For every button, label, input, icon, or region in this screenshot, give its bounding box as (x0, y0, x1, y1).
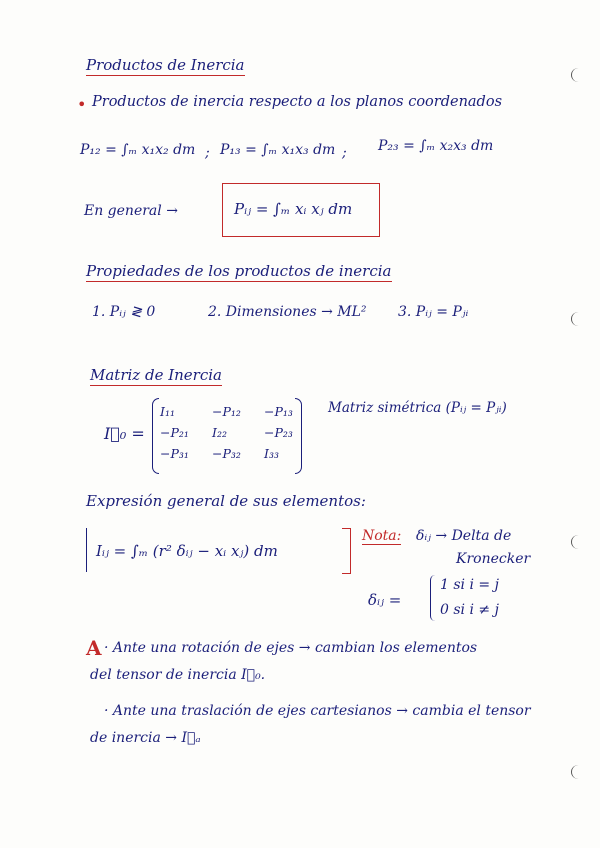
binder-ring (571, 765, 586, 779)
matrix-right-bracket (295, 398, 302, 474)
property-1: 1. Pᵢⱼ ≷ 0 (92, 304, 156, 320)
matrix-cell: −P₁₃ (264, 404, 293, 419)
matrix-title: Matriz de Inercia (90, 366, 222, 384)
warning-icon: A (86, 636, 102, 660)
expression-left-bar (86, 528, 87, 572)
separator: ; (205, 145, 210, 161)
delta-case-1: 1 si i = j (440, 577, 499, 593)
matrix-cell: I₁₁ (160, 404, 175, 419)
products-title: Productos de Inercia (86, 56, 245, 74)
matrix-cell: I₃₃ (264, 446, 279, 461)
delta-case-2: 0 si i ≠ j (440, 602, 499, 618)
delta-brace (430, 575, 435, 621)
binder-ring (571, 535, 586, 549)
inertia-matrix (160, 404, 316, 461)
matrix-cell: −P₂₁ (160, 425, 189, 440)
expression-equation: Iᵢⱼ = ∫ₘ (r² δᵢⱼ − xᵢ xⱼ) dm (96, 542, 278, 560)
nota-text-kronecker: Kronecker (456, 551, 531, 567)
nota-label: Nota: (362, 528, 402, 544)
expression-title: Expresión general de sus elementos: (86, 492, 366, 510)
matrix-cell: −P₃₂ (212, 446, 241, 461)
inertia-tensor-symbol: I⃖₀ = (104, 424, 145, 443)
warning-1-line-2: del tensor de inercia I⃖₀. (90, 667, 266, 683)
matrix-cell: −P₁₂ (212, 404, 241, 419)
equation-p23: P₂₃ = ∫ₘ x₂x₃ dm (378, 138, 494, 154)
expression-right-bracket (342, 528, 351, 574)
delta-lhs: δᵢⱼ = (368, 591, 402, 609)
binder-ring (571, 68, 586, 82)
warning-2-line-2: de inercia → I⃖ₐ (90, 730, 201, 746)
binder-ring (571, 312, 586, 326)
separator: ; (342, 145, 347, 161)
property-2: 2. Dimensiones → ML² (208, 304, 367, 320)
matrix-cell: I₂₂ (212, 425, 227, 440)
equation-p12: P₁₂ = ∫ₘ x₁x₂ dm (80, 142, 196, 158)
bullet-line: Productos de inercia respecto a los planos coordenados (92, 94, 503, 110)
general-label: En general → (84, 203, 178, 219)
matrix-cell: −P₂₃ (264, 425, 293, 440)
nota-text: δᵢⱼ → Delta de (416, 528, 512, 544)
bullet-dot: • (77, 95, 87, 114)
properties-title: Propiedades de los productos de inercia (86, 262, 392, 280)
property-3: 3. Pᵢⱼ = Pⱼᵢ (398, 304, 469, 320)
warning-2-line-1: · Ante una traslación de ejes cartesianos → cambia el tensor (104, 703, 531, 719)
matrix-left-bracket (152, 398, 159, 474)
matrix-cell: −P₃₁ (160, 446, 189, 461)
equation-p13: P₁₃ = ∫ₘ x₁x₃ dm (220, 142, 336, 158)
general-equation: Pᵢⱼ = ∫ₘ xᵢ xⱼ dm (234, 200, 353, 218)
matrix-note: Matriz simétrica (Pᵢⱼ = Pⱼᵢ) (328, 400, 507, 416)
warning-1-line-1: · Ante una rotación de ejes → cambian los elementos (104, 640, 478, 656)
